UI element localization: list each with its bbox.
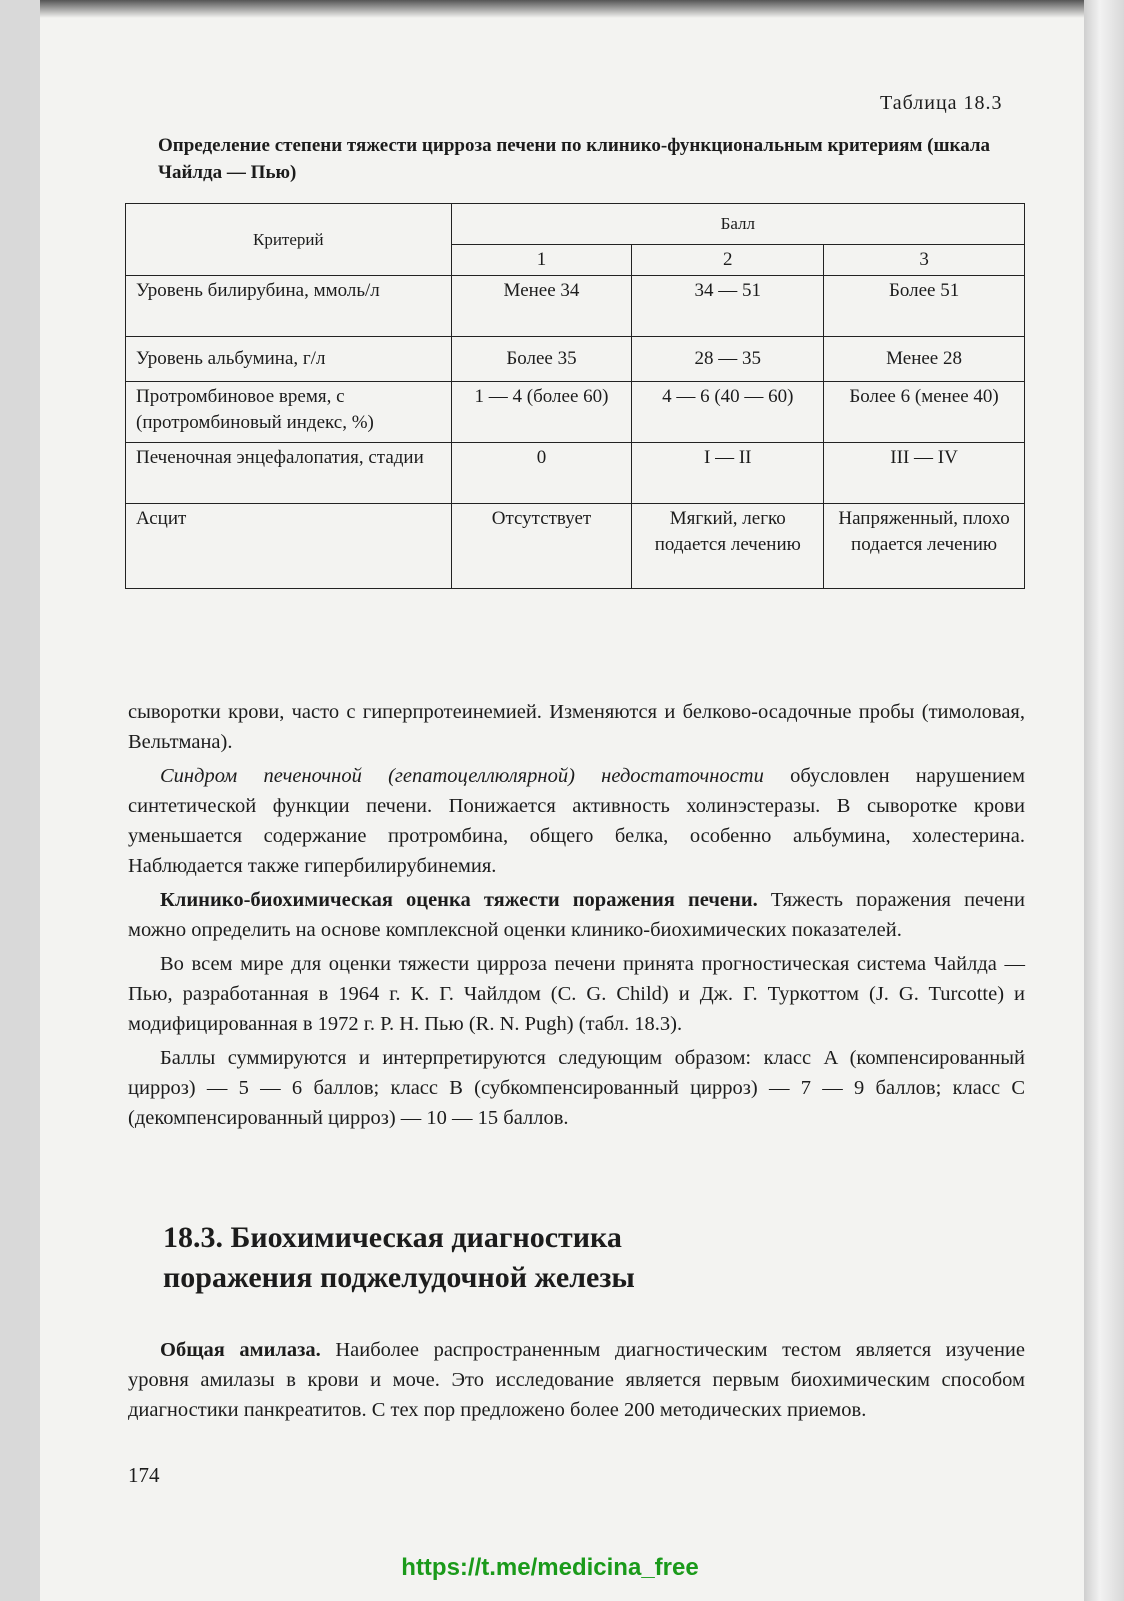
scan-edge xyxy=(40,0,1084,18)
footer-link[interactable]: https://t.me/medicina_free xyxy=(401,1554,699,1581)
paragraph: Баллы суммируются и интерпретируются следующим образом: класс A (компенсированный цирроз) — 5 — 6 баллов; класс B (субкомпенсированный цирроз) — 7 — 9 баллов; класс C (декомпенсированный цирроз) — 10 — 15 баллов. xyxy=(128,1047,1025,1129)
row-score-1: 0 xyxy=(451,443,632,504)
child-pugh-table xyxy=(125,203,1025,589)
row-criterion: Уровень билирубина, ммоль/л xyxy=(126,276,452,337)
section-heading-line1: 18.3. Биохимическая диагностика xyxy=(163,1221,622,1254)
row-criterion: Асцит xyxy=(126,504,452,589)
body-text xyxy=(128,697,1025,1137)
table-row xyxy=(126,504,1025,589)
bold-term: Клинико-биохимическая оценка тяжести поражения печени. xyxy=(160,889,758,911)
paragraph xyxy=(128,761,1025,881)
bold-term: Общая амилаза. xyxy=(160,1339,321,1361)
section-body xyxy=(128,1335,1025,1425)
score-col-1: 1 xyxy=(451,245,632,276)
row-score-1: Менее 34 xyxy=(451,276,632,337)
row-score-3: Напряженный, плохо подается лечению xyxy=(824,504,1025,589)
table-header-row xyxy=(126,204,1025,245)
paragraph-text: обусловлен нарушением синтетической функции печени. Понижается активность холинэстеразы. В сыворотке крови уменьшается содержание протромбина, общего белка, особенно альбумина, холестерина. Наблюдается также гипербилирубинемия. xyxy=(128,765,1025,877)
row-score-3: III — IV xyxy=(824,443,1025,504)
table-label: Таблица 18.3 xyxy=(880,92,1003,114)
row-score-3: Более 6 (менее 40) xyxy=(824,382,1025,443)
paragraph: сыворотки крови, часто с гиперпротеинемией. Изменяются и белково-осадочные пробы (тимоловая, Вельтмана). xyxy=(128,701,1025,753)
table-row xyxy=(126,443,1025,504)
row-score-3: Менее 28 xyxy=(824,337,1025,382)
paragraph-text: Тяжесть поражения печени можно определить на основе комплексной оценки клинико-биохимических показателей. xyxy=(128,889,1025,941)
criterion-header: Критерий xyxy=(126,204,452,276)
row-score-3: Более 51 xyxy=(824,276,1025,337)
score-header: Балл xyxy=(451,204,1024,245)
section-heading-line2: поражения поджелудочной железы xyxy=(163,1261,635,1294)
page-number: 174 xyxy=(128,1463,160,1487)
row-score-1: Более 35 xyxy=(451,337,632,382)
row-criterion: Печеночная энцефалопатия, стадии xyxy=(126,443,452,504)
row-score-2: Мягкий, легко подается лечению xyxy=(632,504,824,589)
italic-term: Синдром печеночной (гепатоцеллюлярной) недостаточности xyxy=(160,765,764,787)
row-score-2: 34 — 51 xyxy=(632,276,824,337)
row-score-1: 1 — 4 (более 60) xyxy=(451,382,632,443)
row-score-2: 4 — 6 (40 — 60) xyxy=(632,382,824,443)
paragraph-text: Наиболее распространенным диагностическим тестом является изучение уровня амилазы в крови и моче. Это исследование является первым биохимическим способом диагностики панкреатитов. С тех пор предложено более 200 методических приемов. xyxy=(128,1339,1025,1421)
table-row xyxy=(126,337,1025,382)
book-gutter xyxy=(1084,0,1124,1601)
row-criterion: Протромбиновое время, с (протромбиновый индекс, %) xyxy=(126,382,452,443)
row-score-2: 28 — 35 xyxy=(632,337,824,382)
section-heading xyxy=(163,1218,635,1298)
table-row xyxy=(126,276,1025,337)
table-title: Определение степени тяжести цирроза печени по клинико-функциональным критериям (шкала Чайлда — Пью) xyxy=(158,135,991,183)
paragraph xyxy=(128,1335,1025,1425)
paragraph: Во всем мире для оценки тяжести цирроза печени принята прогностическая система Чайлда — Пью, разработанная в 1964 г. К. Г. Чайлдом (C. G. Child) и Дж. Г. Туркоттом (J. G. Turcotte) и модифицированная в 1972 г. Р. Н. Пью (R. N. Pugh) (табл. 18.3). xyxy=(128,953,1025,1035)
table-row xyxy=(126,382,1025,443)
paragraph xyxy=(128,885,1025,945)
score-col-2: 2 xyxy=(632,245,824,276)
row-criterion: Уровень альбумина, г/л xyxy=(126,337,452,382)
row-score-2: I — II xyxy=(632,443,824,504)
row-score-1: Отсутствует xyxy=(451,504,632,589)
score-col-3: 3 xyxy=(824,245,1025,276)
